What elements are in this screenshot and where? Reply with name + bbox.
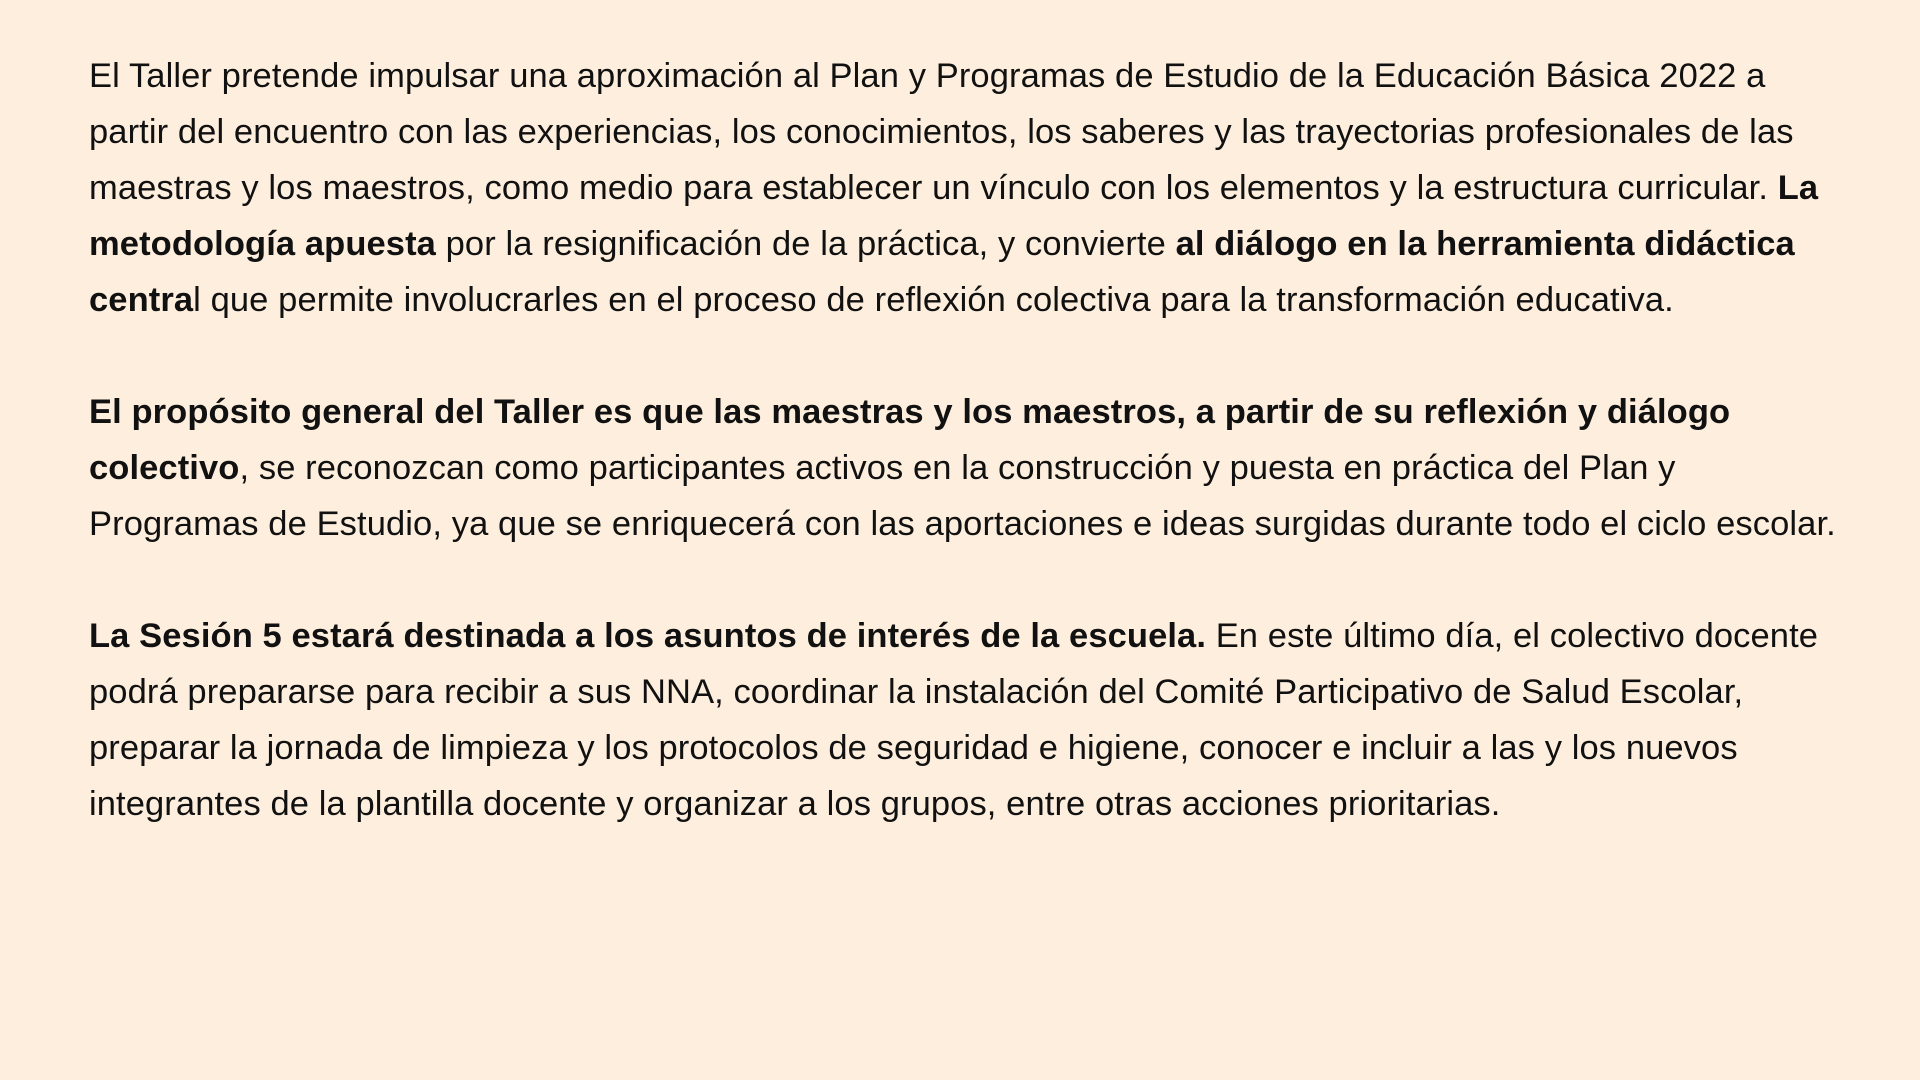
sesion-5-text: En este último día, el colectivo docente podrá prepararse para recibir a sus NNA, coordinar la instalación del Comité Participativo de Salud Escolar, preparar la jornada de limpieza y los protocolos de seguridad e higiene, conocer e incluir a las y los nuevos integrantes de la plantilla docente y organizar a los grupos, entre otras acciones prioritarias.: [89, 617, 1819, 823]
intro-bold-dialogo: al diálogo en la herramienta didáctica centra: [89, 225, 1795, 319]
paragraph-taller-intro: [89, 48, 1840, 328]
intro-text-1: El Taller pretende impulsar una aproximación al Plan y Programas de Estudio de la Educación Básica 2022 a partir del encuentro con las experiencias, los conocimientos, los saberes y las trayectorias profesionales de las maestras y los maestros, como medio para establecer un vínculo con los elementos y la estructura curricular.: [89, 57, 1794, 207]
sesion-5-bold: La Sesión 5 estará destinada a los asuntos de interés de la escuela.: [89, 617, 1207, 655]
paragraph-proposito: [89, 384, 1840, 552]
proposito-text: , se reconozcan como participantes activos en la construcción y puesta en práctica del Plan y Programas de Estudio, ya que se enriquecerá con las aportaciones e ideas surgidas durante todo el ciclo escolar.: [89, 449, 1836, 543]
paragraph-sesion-5: [89, 608, 1840, 832]
intro-text-3: l que permite involucrarles en el proceso de reflexión colectiva para la transformación educativa.: [193, 281, 1674, 319]
proposito-bold: El propósito general del Taller es que las maestras y los maestros, a partir de su reflexión y diálogo colectivo: [89, 393, 1731, 487]
intro-bold-metodologia: La metodología apuesta: [89, 169, 1819, 263]
intro-text-2: por la resignificación de la práctica, y convierte: [435, 225, 1176, 263]
